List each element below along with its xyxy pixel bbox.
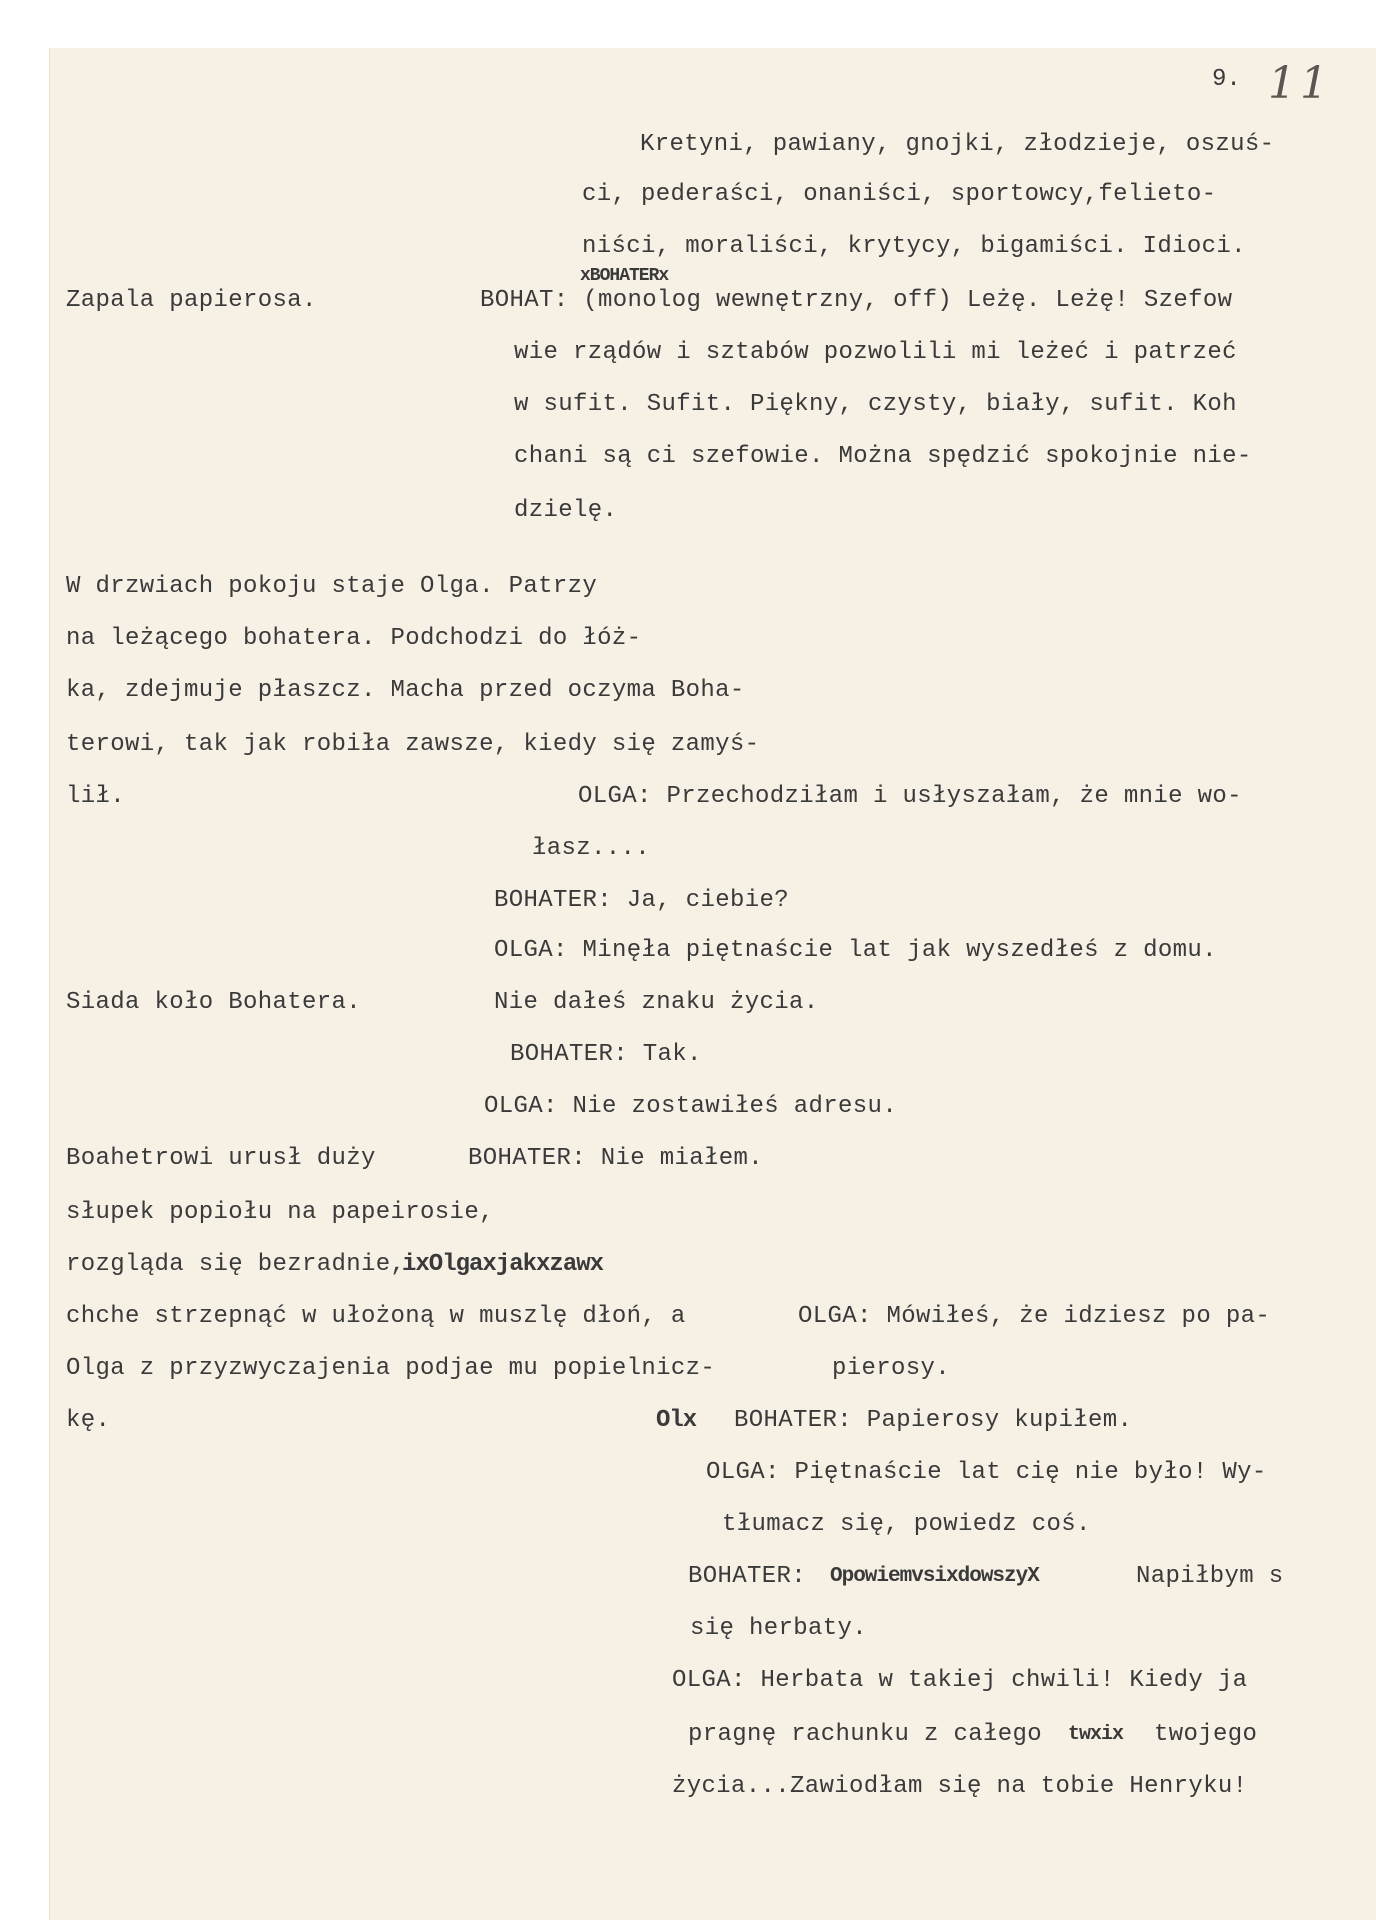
stage-direction: rozgląda się bezradnie,	[66, 1251, 406, 1278]
dialogue-line: OLGA: Minęła piętnaście lat jak wyszedłeś z domu.	[494, 937, 1217, 964]
stage-direction: chche strzepnąć w ułożoną w muszlę dłoń, a	[66, 1303, 686, 1330]
dialogue-line: twojego	[1154, 1721, 1258, 1748]
dialogue-line: BOHATER: Ja, ciebie?	[494, 887, 790, 914]
struck-out-text: OpowiemvsixdowszyX	[830, 1565, 1039, 1588]
page-number: 9.	[1212, 66, 1241, 93]
dialogue-line: OLGA: Przechodziłam i usłyszałam, że mnie wo-	[578, 783, 1242, 810]
struck-out-text: Olx	[656, 1407, 697, 1434]
text-line: niści, moraliści, krytycy, bigamiści. Idioci.	[582, 233, 1246, 260]
dialogue-line: się herbaty.	[690, 1615, 868, 1642]
stage-direction: W drzwiach pokoju staje Olga. Patrzy	[66, 573, 598, 600]
dialogue-line: BOHAT: (monolog wewnętrzny, off) Leżę. Leżę! Szefow	[480, 287, 1233, 314]
dialogue-line: BOHATER: Nie miałem.	[468, 1145, 764, 1172]
stage-direction: słupek popiołu na papeirosie,	[66, 1199, 494, 1226]
dialogue-line: łasz....	[532, 835, 651, 862]
stage-direction: lił.	[66, 783, 126, 810]
dialogue-line: OLGA: Nie zostawiłeś adresu.	[484, 1093, 898, 1120]
dialogue-line: pierosy.	[832, 1355, 951, 1382]
struck-out-text: ixOlgaxjakxzawx	[402, 1251, 604, 1278]
dialogue-line: pragnę rachunku z całego	[688, 1721, 1043, 1748]
dialogue-line: życia...Zawiodłam się na tobie Henryku!	[672, 1773, 1248, 1800]
dialogue-line: w sufit. Sufit. Piękny, czysty, biały, sufit. Koh	[514, 391, 1237, 418]
stage-direction: kę.	[66, 1407, 111, 1434]
stage-direction: Boahetrowi urusł duży	[66, 1145, 376, 1172]
stage-direction: Olga z przyzwyczajenia podjae mu popielnicz-	[66, 1355, 716, 1382]
dialogue-line: dzielę.	[514, 497, 618, 524]
handwritten-page-number: 11	[1268, 58, 1332, 109]
dialogue-line: BOHATER: Papierosy kupiłem.	[734, 1407, 1133, 1434]
stage-direction: ka, zdejmuje płaszcz. Macha przed oczyma Boha-	[66, 677, 745, 704]
dialogue-line: wie rządów i sztabów pozwolili mi leżeć i patrzeć	[514, 339, 1237, 366]
stage-direction: terowi, tak jak robiła zawsze, kiedy się zamyś-	[66, 731, 760, 758]
dialogue-line: OLGA: Mówiłeś, że idziesz po pa-	[798, 1303, 1271, 1330]
dialogue-line: BOHATER:	[688, 1563, 807, 1590]
text-line: ci, pederaści, onaniści, sportowcy,felieto-	[582, 181, 1217, 208]
dialogue-line: chani są ci szefowie. Można spędzić spokojnie nie-	[514, 443, 1252, 470]
stage-direction: Siada koło Bohatera.	[66, 989, 362, 1016]
dialogue-line: Nie dałeś znaku życia.	[494, 989, 819, 1016]
dialogue-line: Napiłbym s	[1136, 1563, 1284, 1590]
dialogue-line: OLGA: Herbata w takiej chwili! Kiedy ja	[672, 1667, 1248, 1694]
struck-out-text: xBOHATERx	[580, 266, 669, 286]
dialogue-line: OLGA: Piętnaście lat cię nie było! Wy-	[706, 1459, 1267, 1486]
text-line: Kretyni, pawiany, gnojki, złodzieje, oszuś-	[640, 131, 1275, 158]
dialogue-line: BOHATER: Tak.	[510, 1041, 702, 1068]
stage-direction: na leżącego bohatera. Podchodzi do łóż-	[66, 625, 642, 652]
struck-out-text: twxix	[1068, 1723, 1124, 1746]
stage-direction: Zapala papierosa.	[66, 287, 317, 314]
dialogue-line: tłumacz się, powiedz coś.	[722, 1511, 1091, 1538]
